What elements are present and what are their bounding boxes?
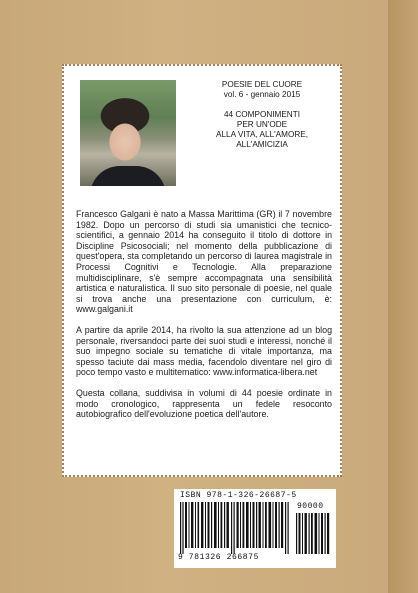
author-shirt	[90, 166, 166, 186]
series-title: POESIE DEL CUORE	[221, 80, 303, 89]
volume-info: vol. 6 - gennaio 2015	[223, 90, 301, 99]
cover-edge	[388, 0, 418, 593]
barcode-digits: 9 781326 266875	[178, 553, 260, 562]
isbn-barcode	[174, 489, 336, 568]
subtitle-line-2: PER UN'ODE	[236, 120, 288, 129]
isbn-label: ISBN 978-1-326-26687-5	[180, 491, 297, 500]
barcode-bars	[180, 502, 290, 554]
subtitle-line-4: ALL'AMICIZIA	[236, 140, 288, 149]
bio-paragraph-2: A partire da aprile 2014, ha rivolto la sua attenzione ad un blog personale, riversandoci parte dei suoi studi e interessi, nonché il suo impegno sociale su tematiche di vitale importanza, ma spesso taciute dai mass media, facendolo diventare nel giro di poco tempo vasto e multitematico: www.informatica-libera.net	[76, 324, 332, 378]
subtitle-line-3: ALLA VITA, ALL'AMORE,	[216, 130, 308, 139]
bio-paragraph-1: Francesco Galgani è nato a Massa Marittima (GR) il 7 novembre 1982. Dopo un percorso di studi sia umanistici che tecnico-scientifici, a gennaio 2014 ha conseguito il titolo di dottore in Discipline Psicosociali; nel momento della pubblicazione di quest'opera, sta completando un percorso di laurea magistrale in Processi Cognitivi e Tecnologie. Alla preparazione multidisciplinare, s'è sempre accompagnata una sensibilità artistica e naturalistica. Il suo sito personale di poesie, nel quale si trova anche una presentazione con curriculum, è: www.galgani.it	[76, 209, 332, 315]
author-bio	[76, 209, 332, 430]
title-block	[188, 80, 336, 150]
bio-paragraph-3: Questa collana, suddivisa in volumi di 44 poesie ordinate in modo cronologico, rappresenta un fedele resoconto autobiografico dell'evoluzione poetica dell'autore.	[76, 387, 332, 420]
content-panel	[62, 64, 342, 477]
author-photo	[80, 80, 176, 186]
addon-digits: 90000	[297, 502, 324, 511]
subtitle-line-1: 44 COMPONIMENTI	[224, 110, 300, 119]
addon-barcode-bars	[296, 513, 330, 554]
